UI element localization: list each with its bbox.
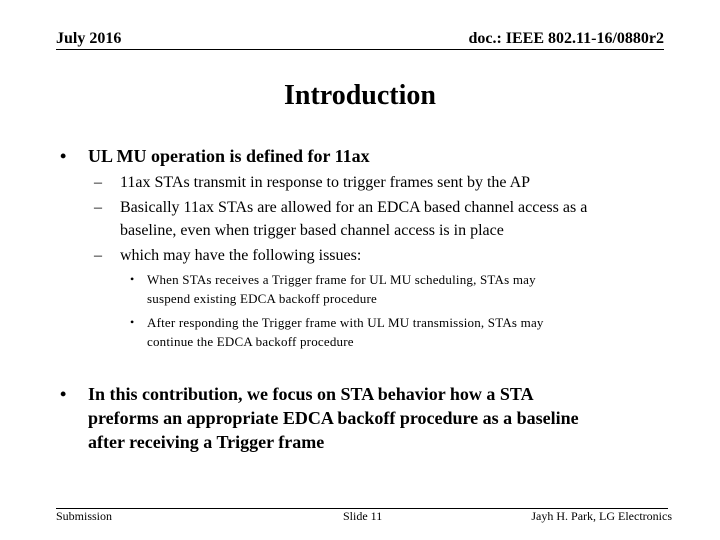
sub-bullet-1	[94, 171, 674, 194]
sub-bullet-2-line-2: baseline, even when trigger based channel access is in place	[120, 222, 504, 239]
sub-bullet-1-text: 11ax STAs transmit in response to trigger frames sent by the AP	[120, 174, 531, 191]
bullet-marker: •	[130, 315, 135, 329]
bullet-2-line-2: preforms an appropriate EDCA backoff procedure as a baseline	[88, 408, 579, 428]
dash-marker: –	[94, 199, 102, 216]
sub-bullet-2	[94, 196, 674, 242]
header-date: July 2016	[56, 30, 122, 47]
sub-sub-bullet-1	[130, 270, 670, 308]
bullet-2-line-1: In this contribution, we focus on STA behavior how a STA	[88, 384, 534, 404]
bullet-2-line-3: after receiving a Trigger frame	[88, 432, 325, 452]
sub-bullet-3-text: which may have the following issues:	[120, 247, 362, 264]
bullet-1	[60, 144, 660, 168]
dash-marker: –	[94, 247, 102, 264]
dash-marker: –	[94, 174, 102, 191]
sub-sub-bullet-2	[130, 313, 670, 351]
sub-sub-bullet-1-line-1: When STAs receives a Trigger frame for UL MU scheduling, STAs may	[147, 272, 536, 287]
footer-author: Jayh H. Park, LG Electronics	[531, 509, 672, 523]
header-doc-id: doc.: IEEE 802.11-16/0880r2	[468, 30, 664, 47]
sub-sub-bullet-2-line-1: After responding the Trigger frame with UL MU transmission, STAs may	[147, 315, 544, 330]
sub-bullet-3	[94, 244, 674, 267]
sub-sub-bullet-2-line-2: continue the EDCA backoff procedure	[147, 334, 354, 349]
sub-bullet-2-line-1: Basically 11ax STAs are allowed for an EDCA based channel access as a	[120, 199, 588, 216]
bullet-marker: •	[60, 384, 67, 404]
bullet-marker: •	[130, 272, 135, 286]
header-divider	[56, 49, 664, 50]
bullet-2	[60, 382, 680, 454]
slide-title: Introduction	[284, 80, 436, 111]
sub-sub-bullet-1-line-2: suspend existing EDCA backoff procedure	[147, 291, 377, 306]
footer-submission: Submission	[56, 509, 113, 523]
footer-slide-number: Slide 11	[343, 509, 383, 523]
bullet-1-text: UL MU operation is defined for 11ax	[88, 146, 370, 166]
bullet-marker: •	[60, 146, 67, 166]
